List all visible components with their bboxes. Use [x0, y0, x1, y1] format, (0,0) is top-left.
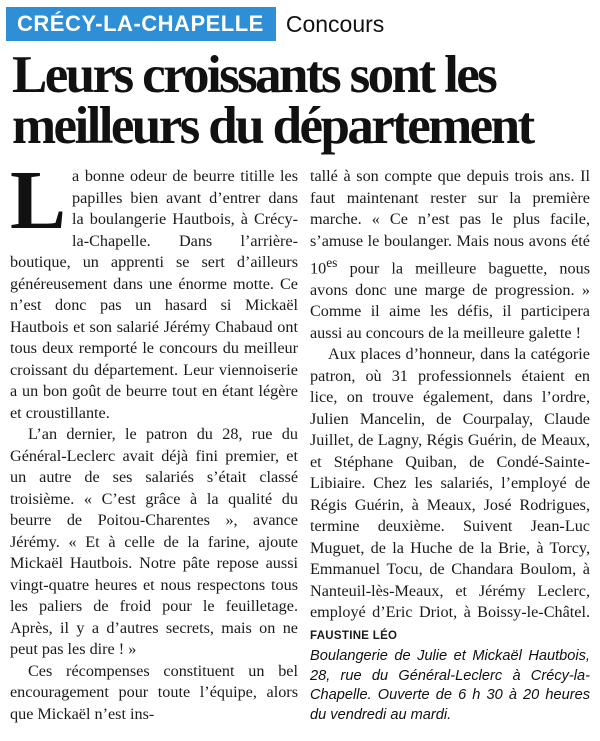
paragraph-honours: Aux places d’honneur, dans la catégorie patron, où 31 professionnels étaient en lice, on trouve également, dans l’ordre, Julien Mancelin, de Courpalay, Claude Juillet, de Lagny, Régis Guérin, de Meaux, et Stéphane Quiban, de Condé-Sainte-Libiaire. Chez les salariés, l’employé de Régis Guérin, à Meaux, José Rodrigues, termine deuxième. Suivent Jean-Luc Muguet, de la Huche de la Brie, à Torcy, Emmanuel Tocu, de Chandara Boulom, à Nanteuil-lès-Meaux, et Jérémy Leclerc, employé d’Eric Driot, à Boissy-le-Châtel. FAUSTINE LÉO	[310, 345, 590, 642]
paragraph-continued: tallé à son compte que depuis trois ans. Il faut maintenant rester sur la première marche. « Ce n’est pas le plus facile, s’amuse le boulanger. Mais nous avons été $10^{es}$ pour la meilleure baguette, nous avons donc une marge de progression. » Comme il aime les défis, il participera aussi au concours de la meilleure galette !	[310, 167, 590, 342]
rubric-label: Concours	[285, 10, 385, 37]
article-column-2	[310, 166, 590, 725]
drop-cap: L	[10, 154, 67, 247]
shop-info: Boulangerie de Julie et Mickaël Hautbois, 28, rue du Général-Leclerc à Crécy-la-Chapelle. Ouverte de 6 h 30 à 20 heures du vendredi au mardi.	[310, 648, 590, 723]
superscript-es: es	[326, 255, 338, 270]
locality-tag: CRÉCY-LA-CHAPELLE	[6, 7, 276, 41]
article-column-1	[10, 154, 298, 725]
paragraph-intro: a bonne odeur de beurre titille les papilles bien avant d’entrer dans la boulangerie Hautbois, à Crécy-la-Chapelle. Dans l’arrière-boutique, un apprenti se sert d’ailleurs généreusement dans une énorme motte. Ce n’est donc pas un hasard si Mickaël Hautbois et son salarié Jérémy Chabaud ont tous deux remporté le concours du meilleur croissant du département. Leur viennoiserie a un bon goût de beurre tout en étant légère et croustillante.	[10, 167, 298, 422]
paragraph-last-year: L’an dernier, le patron du 28, rue du Général-Leclerc avait déjà fini premier, et un autre de ses salariés s’était classé troisième. « C’est grâce à la qualité du beurre de Poitou-Charentes », avance Jérémy. « Et à celle de la farine, ajoute Mickaël Hautbois. Notre pâte repose aussi vingt-quatre heures et nous respectons tous les paliers de froid pour le feuilletage. Après, il y a d’autres secrets, mais on ne peut pas les dire ! »	[10, 425, 298, 658]
article-headline: Leurs croissants sont les meilleurs du département	[12, 46, 533, 155]
author-signature: FAUSTINE LÉO	[310, 629, 398, 642]
paragraph-rewards: Ces récompenses constituent un bel encouragement pour toute l’équipe, alors que Mickaël n’est ins-	[10, 661, 298, 723]
section-header	[6, 7, 384, 41]
